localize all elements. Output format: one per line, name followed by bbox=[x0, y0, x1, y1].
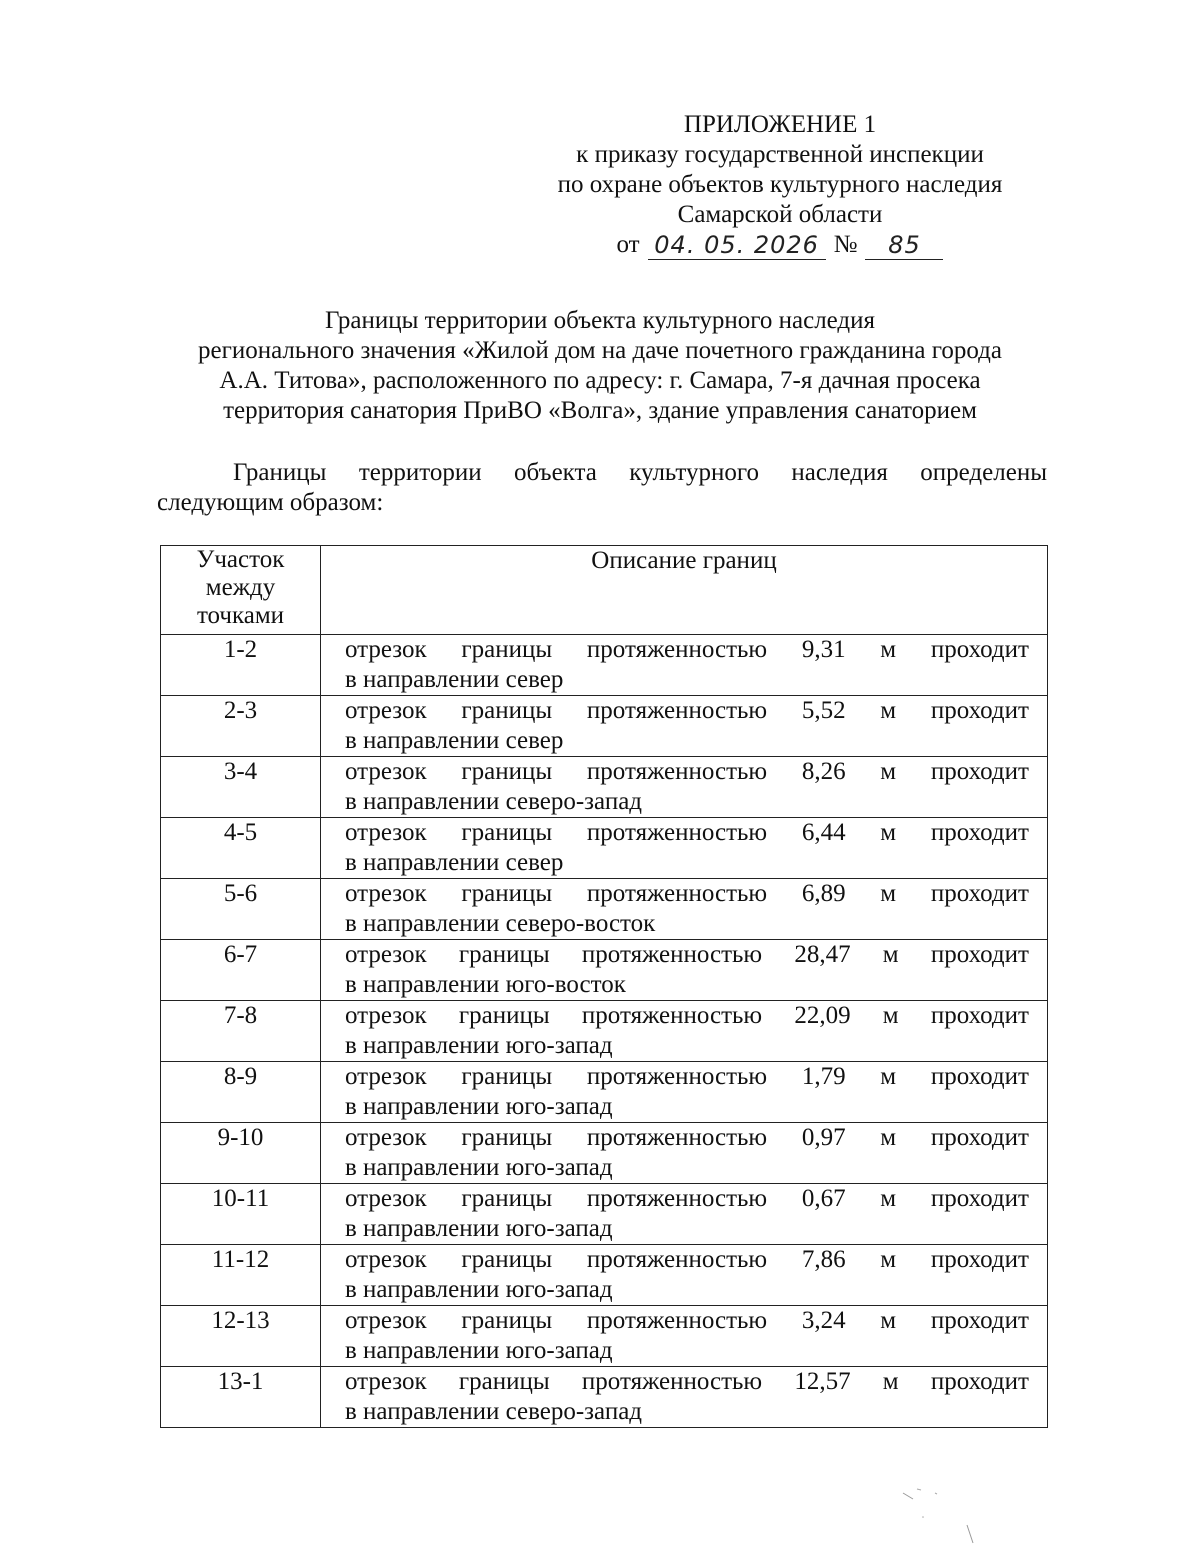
direction-text: в направлении север bbox=[345, 666, 564, 693]
word-segment: отрезок bbox=[345, 1063, 427, 1090]
length-unit: м bbox=[880, 1246, 897, 1273]
word-passes: проходит bbox=[930, 636, 1029, 663]
description-cell bbox=[321, 1367, 1048, 1428]
description-line-1 bbox=[345, 1184, 1029, 1214]
length-unit: м bbox=[880, 819, 897, 846]
description-line-1 bbox=[345, 1001, 1029, 1031]
direction-text: в направлении юго-запад bbox=[345, 1215, 613, 1242]
word-length-label: протяженностью bbox=[581, 941, 763, 968]
word-passes: проходит bbox=[930, 1063, 1029, 1090]
direction-text: в направлении юго-запад bbox=[345, 1093, 613, 1120]
table-row bbox=[161, 818, 1048, 879]
description-cell bbox=[321, 1001, 1048, 1062]
annex-line-3: Самарской области bbox=[677, 201, 883, 228]
length-unit: м bbox=[880, 1307, 897, 1334]
length-value: 8,26 bbox=[801, 758, 846, 785]
word-length-label: протяженностью bbox=[586, 880, 768, 907]
length-value: 5,52 bbox=[801, 697, 846, 724]
handwritten-number: 85 bbox=[865, 231, 943, 260]
segment-cell: 6-7 bbox=[161, 940, 321, 1001]
segment-cell: 11-12 bbox=[161, 1245, 321, 1306]
description-cell bbox=[321, 879, 1048, 940]
table-row bbox=[161, 757, 1048, 818]
description-line-1 bbox=[345, 1123, 1029, 1153]
direction-text: в направлении северо-запад bbox=[345, 1398, 643, 1425]
word-passes: проходит bbox=[930, 697, 1029, 724]
description-cell bbox=[321, 1184, 1048, 1245]
word-boundary: границы bbox=[458, 941, 550, 968]
table-row bbox=[161, 1306, 1048, 1367]
direction-text: в направлении север bbox=[345, 849, 564, 876]
segment-cell: 1-2 bbox=[161, 635, 321, 696]
length-value: 22,09 bbox=[794, 1002, 851, 1029]
length-value: 7,86 bbox=[801, 1246, 846, 1273]
word-passes: проходит bbox=[930, 819, 1029, 846]
word-boundary: границы bbox=[461, 1307, 553, 1334]
direction-text: в направлении юго-запад bbox=[345, 1154, 613, 1181]
description-line-1 bbox=[345, 696, 1029, 726]
word-segment: отрезок bbox=[345, 1124, 427, 1151]
word-length-label: протяженностью bbox=[586, 697, 768, 724]
order-date-number-line bbox=[530, 230, 1030, 260]
table-row bbox=[161, 1001, 1048, 1062]
segment-cell: 5-6 bbox=[161, 879, 321, 940]
length-unit: м bbox=[882, 1368, 899, 1395]
word-boundary: границы bbox=[461, 1124, 553, 1151]
word-segment: отрезок bbox=[345, 880, 427, 907]
segment-column-header bbox=[161, 546, 321, 635]
word-length-label: протяженностью bbox=[586, 1246, 768, 1273]
description-cell bbox=[321, 696, 1048, 757]
direction-text: в направлении юго-запад bbox=[345, 1276, 613, 1303]
direction-text: в направлении юго-запад bbox=[345, 1337, 613, 1364]
word-passes: проходит bbox=[930, 758, 1029, 785]
word-segment: отрезок bbox=[345, 1185, 427, 1212]
intro-line-2: следующим образом: bbox=[157, 489, 384, 516]
direction-text: в направлении север bbox=[345, 727, 564, 754]
segment-header-line-1: Участок bbox=[196, 546, 285, 573]
segment-cell: 8-9 bbox=[161, 1062, 321, 1123]
description-line-1 bbox=[345, 940, 1029, 970]
table-row bbox=[161, 635, 1048, 696]
word-segment: отрезок bbox=[345, 1307, 427, 1334]
length-value: 3,24 bbox=[801, 1307, 846, 1334]
direction-text: в направлении юго-запад bbox=[345, 1032, 613, 1059]
word-boundary: границы bbox=[461, 880, 553, 907]
word-length-label: протяженностью bbox=[586, 1124, 768, 1151]
table-row bbox=[161, 940, 1048, 1001]
word-segment: отрезок bbox=[345, 636, 427, 663]
direction-text: в направлении северо-восток bbox=[345, 910, 656, 937]
number-label: № bbox=[833, 231, 858, 258]
length-value: 28,47 bbox=[794, 941, 851, 968]
handwritten-date: 04. 05. 2026 bbox=[648, 231, 826, 260]
word-boundary: границы bbox=[461, 819, 553, 846]
length-unit: м bbox=[880, 1063, 897, 1090]
table-row bbox=[161, 1184, 1048, 1245]
segment-cell: 10-11 bbox=[161, 1184, 321, 1245]
annex-line-2: по охране объектов культурного наследия bbox=[557, 171, 1003, 198]
word-passes: проходит bbox=[930, 1307, 1029, 1334]
description-line-1 bbox=[345, 1245, 1029, 1275]
length-unit: м bbox=[880, 1124, 897, 1151]
word-boundary: границы bbox=[458, 1002, 550, 1029]
table-row bbox=[161, 1245, 1048, 1306]
description-cell bbox=[321, 940, 1048, 1001]
segment-cell: 3-4 bbox=[161, 757, 321, 818]
word-segment: отрезок bbox=[345, 697, 427, 724]
word-boundary: границы bbox=[461, 697, 553, 724]
description-line-1 bbox=[345, 879, 1029, 909]
document-heading bbox=[120, 306, 1080, 426]
length-unit: м bbox=[882, 941, 899, 968]
intro-paragraph bbox=[157, 458, 1047, 518]
word-segment: отрезок bbox=[345, 819, 427, 846]
annex-title: ПРИЛОЖЕНИЕ 1 bbox=[683, 111, 877, 138]
word-segment: отрезок bbox=[345, 1368, 427, 1395]
length-value: 0,67 bbox=[801, 1185, 846, 1212]
length-value: 9,31 bbox=[801, 636, 846, 663]
scan-specks bbox=[895, 1485, 985, 1545]
length-value: 6,89 bbox=[801, 880, 846, 907]
word-segment: отрезок bbox=[345, 1246, 427, 1273]
length-value: 1,79 bbox=[801, 1063, 846, 1090]
length-unit: м bbox=[882, 1002, 899, 1029]
annex-block bbox=[530, 110, 1030, 260]
description-column-header: Описание границ bbox=[321, 546, 1048, 635]
word-length-label: протяженностью bbox=[586, 1185, 768, 1212]
word-segment: отрезок bbox=[345, 1002, 427, 1029]
length-unit: м bbox=[880, 880, 897, 907]
description-line-1 bbox=[345, 635, 1029, 665]
description-cell bbox=[321, 635, 1048, 696]
description-cell bbox=[321, 1306, 1048, 1367]
segment-cell: 9-10 bbox=[161, 1123, 321, 1184]
word-passes: проходит bbox=[930, 1368, 1029, 1395]
direction-text: в направлении северо-запад bbox=[345, 788, 643, 815]
segment-cell: 2-3 bbox=[161, 696, 321, 757]
segment-cell: 7-8 bbox=[161, 1001, 321, 1062]
table-row bbox=[161, 696, 1048, 757]
word-boundary: границы bbox=[461, 758, 553, 785]
segment-cell: 4-5 bbox=[161, 818, 321, 879]
length-unit: м bbox=[880, 636, 897, 663]
word-passes: проходит bbox=[930, 1124, 1029, 1151]
description-cell bbox=[321, 818, 1048, 879]
length-unit: м bbox=[880, 697, 897, 724]
intro-line-1: Границы территории объекта культурного наследия определены bbox=[233, 459, 1047, 486]
word-segment: отрезок bbox=[345, 941, 427, 968]
length-value: 6,44 bbox=[801, 819, 846, 846]
word-passes: проходит bbox=[930, 1246, 1029, 1273]
table-row bbox=[161, 1367, 1048, 1428]
heading-line-4: территория санатория ПриВО «Волга», здание управления санаторием bbox=[223, 397, 977, 424]
word-length-label: протяженностью bbox=[581, 1368, 763, 1395]
table-row bbox=[161, 1123, 1048, 1184]
description-cell bbox=[321, 1123, 1048, 1184]
description-cell bbox=[321, 1245, 1048, 1306]
word-passes: проходит bbox=[930, 941, 1029, 968]
from-label: от bbox=[616, 231, 640, 258]
description-line-1 bbox=[345, 757, 1029, 787]
description-line-1 bbox=[345, 1367, 1029, 1397]
word-length-label: протяженностью bbox=[581, 1002, 763, 1029]
boundary-table bbox=[160, 545, 1048, 1428]
word-boundary: границы bbox=[461, 1063, 553, 1090]
description-line-1 bbox=[345, 1062, 1029, 1092]
table-row bbox=[161, 879, 1048, 940]
heading-line-1: Границы территории объекта культурного наследия bbox=[324, 307, 876, 334]
annex-line-1: к приказу государственной инспекции bbox=[576, 141, 984, 168]
word-boundary: границы bbox=[461, 1185, 553, 1212]
segment-cell: 12-13 bbox=[161, 1306, 321, 1367]
word-boundary: границы bbox=[461, 636, 553, 663]
word-passes: проходит bbox=[930, 1002, 1029, 1029]
description-line-1 bbox=[345, 818, 1029, 848]
word-boundary: границы bbox=[461, 1246, 553, 1273]
word-segment: отрезок bbox=[345, 758, 427, 785]
word-length-label: протяженностью bbox=[586, 758, 768, 785]
length-unit: м bbox=[880, 1185, 897, 1212]
length-unit: м bbox=[880, 758, 897, 785]
segment-header-line-3: точками bbox=[196, 602, 285, 629]
description-cell bbox=[321, 757, 1048, 818]
length-value: 0,97 bbox=[801, 1124, 846, 1151]
heading-line-2: регионального значения «Жилой дом на даче почетного гражданина города bbox=[198, 337, 1002, 364]
word-boundary: границы bbox=[458, 1368, 550, 1395]
table-row bbox=[161, 1062, 1048, 1123]
word-length-label: протяженностью bbox=[586, 819, 768, 846]
description-cell bbox=[321, 1062, 1048, 1123]
segment-header-line-2: между bbox=[205, 574, 276, 601]
length-value: 12,57 bbox=[794, 1368, 851, 1395]
word-length-label: протяженностью bbox=[586, 1307, 768, 1334]
word-length-label: протяженностью bbox=[586, 636, 768, 663]
table-header-row bbox=[161, 546, 1048, 635]
description-line-1 bbox=[345, 1306, 1029, 1336]
word-passes: проходит bbox=[930, 880, 1029, 907]
word-passes: проходит bbox=[930, 1185, 1029, 1212]
word-length-label: протяженностью bbox=[586, 1063, 768, 1090]
heading-line-3: А.А. Титова», расположенного по адресу: г. Самара, 7-я дачная просека bbox=[219, 367, 981, 394]
direction-text: в направлении юго-восток bbox=[345, 971, 626, 998]
segment-cell: 13-1 bbox=[161, 1367, 321, 1428]
